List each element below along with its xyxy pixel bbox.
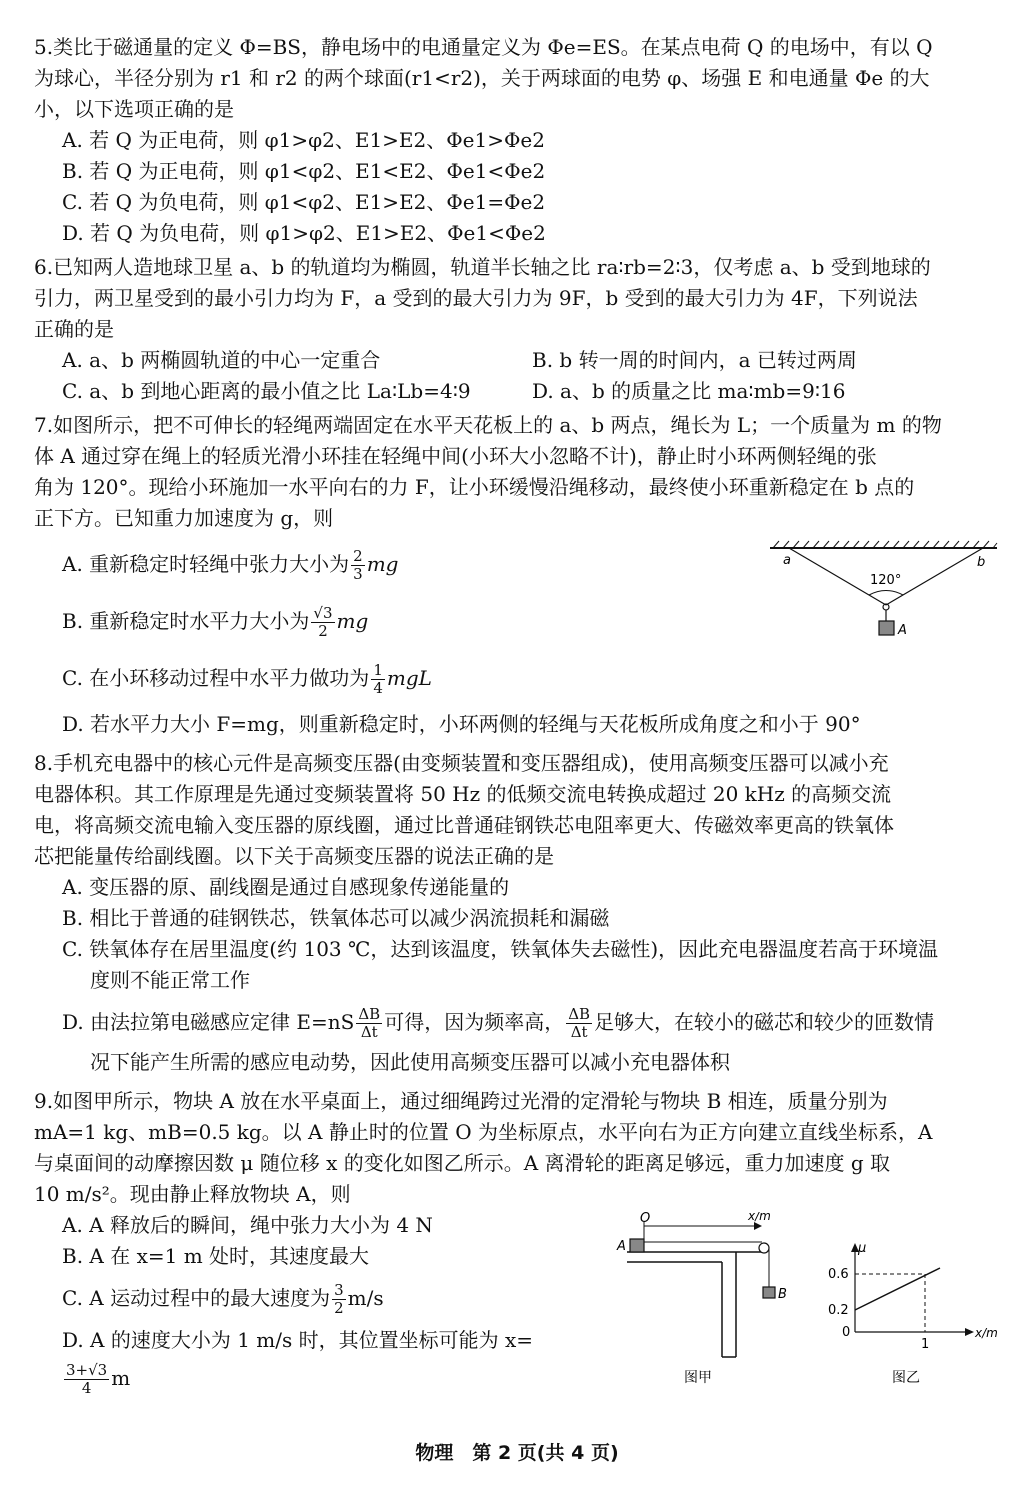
tick-1: 1 (921, 1337, 930, 1352)
q9-stem-line: 9.如图甲所示，物块 A 放在水平桌面上，通过细绳跨过光滑的定滑轮与物块 B 相连，质量分别为 (34, 1089, 888, 1113)
q9-figure-jia (612, 1212, 817, 1392)
q5-option-d: D. 若 Q 为负电荷，则 φ1>φ2、E1>E2、Φe1<Φe2 (62, 221, 546, 245)
tick-0: 0 (842, 1325, 851, 1340)
q8-stem-line: 电器体积。其工作原理是先通过变频装置将 50 Hz 的低频交流电转换成超过 20 kHz 的高频交流 (34, 782, 892, 806)
q7-option-d: D. 若水平力大小 F=mg，则重新稳定时，小环两侧的轻绳与天花板所成角度之和小于 90° (62, 712, 861, 736)
label-a: a (783, 553, 791, 568)
q6-stem-line: 6.已知两人造地球卫星 a、b 的轨道均为椭圆，轨道半长轴之比 ra∶rb=2∶3，仅考虑 a、b 受到地球的 (34, 255, 931, 279)
q7-stem-line: 角为 120°。现给小环施加一水平向右的力 F，让小环缓慢沿绳移动，最终使小环重新稳定在 b 点的 (34, 475, 915, 499)
q8-option-b: B. 相比于普通的硅钢铁芯，铁氧体芯可以减少涡流损耗和漏磁 (62, 906, 610, 930)
fraction: $\frac{3+√3}{4}$ (66, 1361, 108, 1397)
q8-option-a: A. 变压器的原、副线圈是通过自感现象传递能量的 (62, 875, 510, 899)
q8-option-c-cont: 度则不能正常工作 (90, 968, 250, 992)
label-a: A (617, 1239, 626, 1254)
x-axis-arrow (965, 1328, 974, 1336)
caption-jia: 图甲 (684, 1370, 712, 1386)
fraction: $\frac{\Delta B}{\Delta t}$ (358, 1005, 381, 1041)
q9-option-a: A. A 释放后的瞬间，绳中张力大小为 4 N (62, 1213, 433, 1237)
question-5 (34, 32, 1004, 249)
fraction: $\frac{3}{2}$ (334, 1281, 344, 1317)
label-mu: μ (858, 1241, 867, 1256)
caption-yi: 图乙 (892, 1370, 920, 1386)
q7-option-a: A. 重新稳定时轻绳中张力大小为 $\frac{2}{3}$ mg (62, 547, 399, 583)
q6-option-b: B. b 转一周的时间内，a 已转过两周 (532, 348, 857, 372)
label-o: O (640, 1212, 651, 1226)
q9-option-d-cont: $\frac{3+√3}{4}$ m (66, 1361, 131, 1397)
q8-option-d-cont: 况下能产生所需的感应电动势，因此使用高频变压器可以减小充电器体积 (90, 1050, 730, 1074)
label-b: b (977, 555, 986, 570)
q7-stem-line: 体 A 通过穿在绳上的轻质光滑小环挂在轻绳中间(小环大小忽略不计)，静止时小环两侧轻绳的张 (34, 444, 877, 468)
fraction: $\frac{\Delta B}{\Delta t}$ (568, 1005, 591, 1041)
q5-option-c: C. 若 Q 为负电荷，则 φ1<φ2、E1>E2、Φe1=Φe2 (62, 190, 546, 214)
q9-figure-yi (820, 1240, 1010, 1390)
q6-option-a: A. a、b 两椭圆轨道的中心一定重合 (62, 348, 381, 372)
tick-02: 0.2 (828, 1303, 849, 1318)
q7-stem-line: 7.如图所示，把不可伸长的轻绳两端固定在水平天花板上的 a、b 两点，绳长为 L；一个质量为 m 的物 (34, 413, 942, 437)
fraction: $\frac{2}{3}$ (353, 547, 363, 583)
block-a (879, 621, 894, 635)
q8-option-d: D. 由法拉第电磁感应定律 E=nS $\frac{\Delta B}{\Delta t}$ 可得，因为频率高， $\frac{\Delta B}{\Delta t}$ 足够大，在较小的磁芯和较少的匝数情 (62, 1005, 935, 1041)
q6-options-row (34, 345, 1004, 376)
label-x: x/m (975, 1326, 998, 1340)
q7-option-b: B. 重新稳定时水平力大小为 $\frac{√3}{2}$ mg (62, 604, 369, 640)
q9-stem-line: mA=1 kg、mB=0.5 kg。以 A 静止时的位置 O 为坐标原点，水平向右为正方向建立直线坐标系，A (34, 1120, 933, 1144)
q5-option-a: A. 若 Q 为正电荷，则 φ1>φ2、E1>E2、Φe1>Φe2 (62, 128, 545, 152)
pulley (759, 1243, 769, 1253)
q9-option-c: C. A 运动过程中的最大速度为 $\frac{3}{2}$ m/s (62, 1281, 384, 1317)
q8-stem-line: 芯把能量传给副线圈。以下关于高频变压器的说法正确的是 (34, 844, 554, 868)
q6-options-row (34, 376, 1004, 407)
block-a (630, 1239, 644, 1252)
angle-arc (869, 591, 903, 596)
q9-stem-line: 10 m/s²。现由静止释放物块 A，则 (34, 1182, 351, 1206)
tick-06: 0.6 (828, 1267, 849, 1282)
x-axis-arrow (754, 1222, 762, 1230)
q5-option-b: B. 若 Q 为正电荷，则 φ1<φ2、E1<E2、Φe1<Φe2 (62, 159, 546, 183)
block-b (763, 1287, 775, 1298)
q9-stem-line: 与桌面间的动摩擦因数 μ 随位移 x 的变化如图乙所示。A 离滑轮的距离足够远，重力加速度 g 取 (34, 1151, 891, 1175)
label-x: x/m (748, 1212, 771, 1223)
q8-stem-line: 8.手机充电器中的核心元件是高频变压器(由变频装置和变压器组成)，使用高频变压器可以减小充 (34, 751, 889, 775)
page-footer: 物理 第 2 页(共 4 页) (415, 1442, 619, 1464)
ceiling-hatching (773, 541, 997, 548)
q8-option-c: C. 铁氧体存在居里温度(约 103 ℃，达到该温度，铁氧体失去磁性)，因此充电器温度若高于环境温 (62, 937, 939, 961)
label-b: B (778, 1287, 787, 1302)
q6-stem-line: 引力，两卫星受到的最小引力均为 F，a 受到的最大引力为 9F，b 受到的最大引力为 4F，下列说法 (34, 286, 918, 310)
q6-option-d: D. a、b 的质量之比 ma∶mb=9∶16 (532, 379, 846, 403)
angle-label: 120° (870, 573, 902, 588)
q6-option-c: C. a、b 到地心距离的最小值之比 La∶Lb=4∶9 (62, 379, 471, 403)
q5-stem-line: 为球心，半径分别为 r1 和 r2 的两个球面(r1<r2)，关于两球面的电势 φ、场强 E 和电通量 Φe 的大 (34, 66, 930, 90)
question-6 (34, 252, 1004, 407)
q5-stem-line: 小，以下选项正确的是 (34, 97, 234, 121)
q5-stem-line: 5.类比于磁通量的定义 Φ=BS，静电场中的电通量定义为 Φe=ES。在某点电荷 Q 的电场中，有以 Q (34, 35, 933, 59)
fraction: $\frac{1}{4}$ (373, 661, 383, 697)
question-8 (34, 748, 1004, 1078)
q7-option-c: C. 在小环移动过程中水平力做功为 $\frac{1}{4}$ mgL (62, 661, 432, 697)
q7-stem-line: 正下方。已知重力加速度为 g，则 (34, 506, 334, 530)
q9-option-d: D. A 的速度大小为 1 m/s 时，其位置坐标可能为 x= (62, 1328, 533, 1352)
q6-stem-line: 正确的是 (34, 317, 114, 341)
q9-option-b: B. A 在 x=1 m 处时，其速度最大 (62, 1244, 370, 1268)
q7-figure (765, 538, 1005, 648)
q8-stem-line: 电，将高频交流电输入变压器的原线圈，通过比普通硅钢铁芯电阻率更大、传磁效率更高的铁氧体 (34, 813, 894, 837)
label-block-a: A (898, 623, 907, 638)
fraction: $\frac{√3}{2}$ (313, 604, 333, 640)
